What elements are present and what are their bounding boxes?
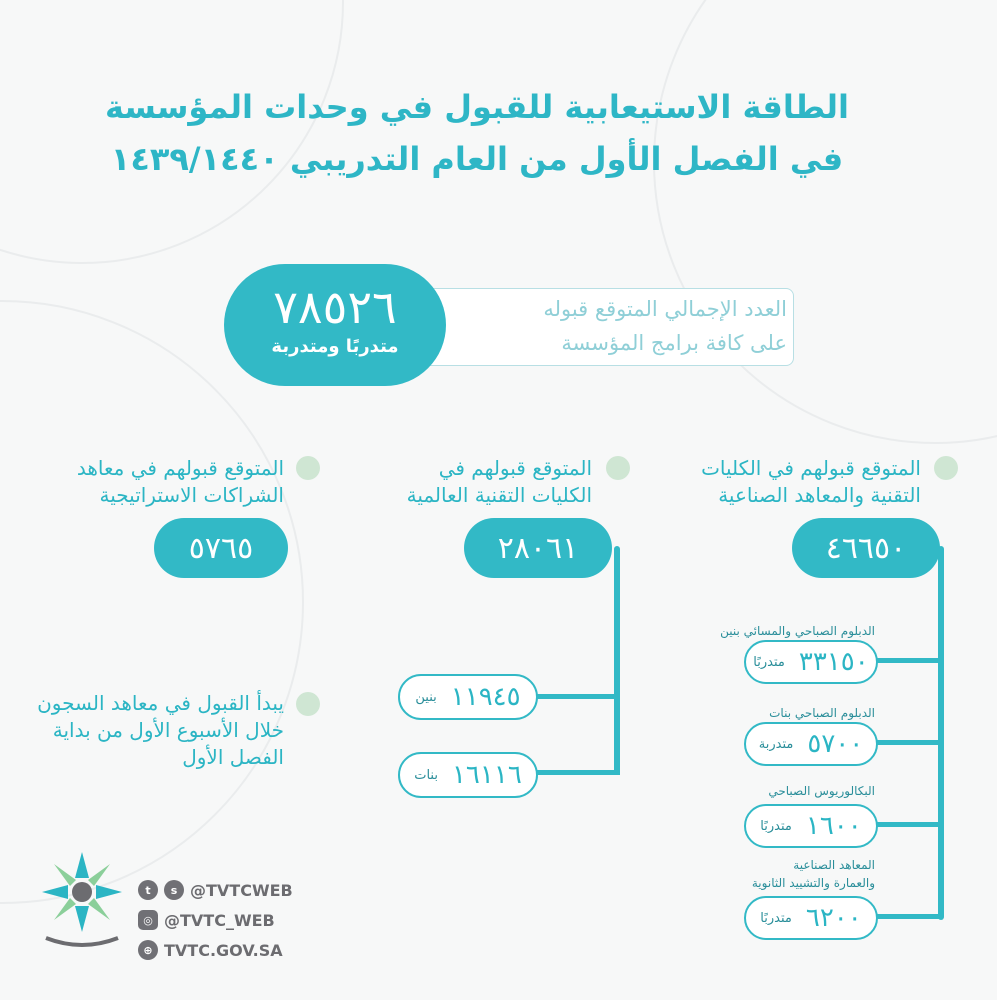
connector-line: [870, 914, 942, 919]
connector-line: [938, 546, 944, 920]
total-unit: متدربًا ومتدربة: [271, 336, 399, 357]
left-heading-line2: الشراكات الاستراتيجية: [99, 483, 284, 507]
bullet-dot: [934, 456, 958, 480]
middle-heading-line1: المتوقع قبولهم في: [438, 456, 592, 480]
left-note-line3: الفصل الأول: [182, 745, 284, 769]
twitter-handle[interactable]: @TVTCWEB: [190, 880, 293, 900]
background-curve: [653, 0, 997, 444]
globe-icon: ⊕: [138, 940, 158, 960]
right-total-number: ٤٦٦٥٠: [825, 530, 907, 566]
item-pill: [744, 722, 878, 766]
middle-item-pill: [398, 674, 538, 720]
item-number: ٦٢٠٠: [805, 903, 862, 933]
item-unit: متدربًا: [760, 910, 792, 926]
total-number: ٧٨٥٢٦: [273, 280, 397, 334]
twitter-row[interactable]: [138, 880, 293, 900]
page-title-line1: الطاقة الاستيعابية للقبول في وحدات المؤسسة: [104, 88, 849, 126]
item-unit: متدربًا: [760, 818, 792, 834]
item-pill: [744, 640, 878, 684]
instagram-row[interactable]: [138, 910, 275, 930]
item-pill: [744, 804, 878, 848]
middle-heading-line2: الكليات التقنية العالمية: [406, 483, 592, 507]
middle-total-number: ٢٨٠٦١: [497, 530, 579, 566]
website-row[interactable]: [138, 940, 283, 960]
total-description-line1: العدد الإجمالي المتوقع قبوله: [543, 297, 787, 321]
item-number: ٣٣١٥٠: [798, 647, 869, 677]
total-description-line2: على كافة برامج المؤسسة: [561, 331, 787, 355]
item-unit: متدربة: [758, 736, 794, 752]
right-heading-line2: التقنية والمعاهد الصناعية: [718, 483, 921, 507]
instagram-handle[interactable]: @TVTC_WEB: [164, 910, 275, 930]
instagram-icon: ◎: [138, 910, 158, 930]
connector-line: [870, 822, 942, 827]
connector-line: [614, 546, 620, 774]
left-note-line2: خلال الأسبوع الأول من بداية: [52, 718, 284, 742]
left-note-line1: يبدأ القبول في معاهد السجون: [37, 691, 284, 715]
left-total-number: ٥٧٦٥: [188, 530, 254, 566]
snapchat-icon: s: [164, 880, 184, 900]
item-title: البكالوريوس الصباحي: [768, 784, 875, 798]
item-number: ١٦١١٦: [451, 760, 522, 790]
twitter-icon: t: [138, 880, 158, 900]
item-unit: بنين: [415, 689, 437, 705]
connector-line: [870, 740, 942, 745]
background-curve: [0, 300, 304, 904]
item-pill: [744, 896, 878, 940]
item-number: ٥٧٠٠: [807, 729, 864, 759]
right-heading-line1: المتوقع قبولهم في الكليات: [701, 456, 921, 480]
total-pill: [224, 264, 446, 386]
connector-line: [532, 770, 620, 775]
item-title-line1: المعاهد الصناعية: [793, 858, 875, 872]
item-title: الدبلوم الصباحي بنات: [769, 706, 875, 720]
item-title-line2: والعمارة والتشييد الثانوية: [751, 876, 875, 890]
item-unit: متدربًا: [753, 654, 785, 670]
item-title: الدبلوم الصباحي والمسائي بنين: [720, 624, 875, 638]
item-number: ١٦٠٠: [805, 811, 862, 841]
connector-line: [870, 658, 942, 663]
background-curve: [0, 0, 344, 264]
item-unit: بنات: [414, 767, 438, 783]
tvtc-logo: [36, 848, 128, 952]
middle-total-pill: [464, 518, 612, 578]
middle-item-pill: [398, 752, 538, 798]
bullet-dot: [606, 456, 630, 480]
page-title-line2: في الفصل الأول من العام التدريبي ١٤٣٩/١٤٤٠: [110, 140, 844, 178]
bullet-dot: [296, 692, 320, 716]
connector-line: [532, 694, 620, 699]
item-number: ١١٩٤٥: [450, 682, 521, 712]
right-total-pill: [792, 518, 940, 578]
bullet-dot: [296, 456, 320, 480]
left-total-pill: [154, 518, 288, 578]
left-heading-line1: المتوقع قبولهم في معاهد: [76, 456, 284, 480]
website-link[interactable]: TVTC.GOV.SA: [164, 940, 283, 960]
